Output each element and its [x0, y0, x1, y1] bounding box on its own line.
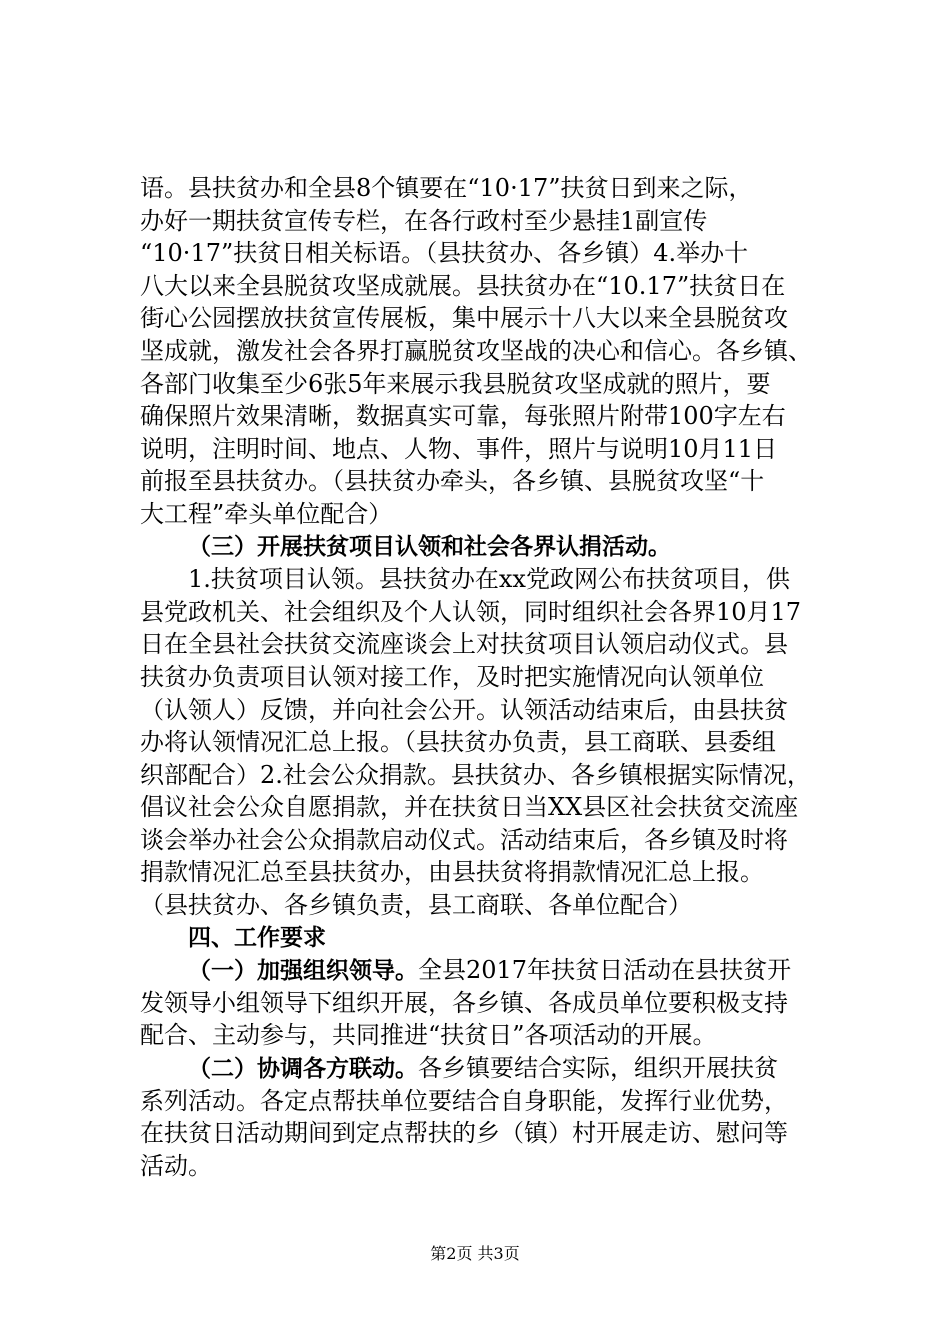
text-line: 发领导小组领导下组织开展，各乡镇、各成员单位要积极支持 — [140, 988, 788, 1017]
text-line: 活动。 — [140, 1151, 212, 1180]
text-line: 捐款情况汇总至县扶贫办，由县扶贫将捐款情况汇总上报。 — [140, 858, 764, 887]
text-line: 日在全县社会扶贫交流座谈会上对扶贫项目认领启动仪式。县 — [140, 630, 788, 659]
section-heading: （三）开展扶贫项目认领和社会各界认捐活动。 — [188, 533, 671, 560]
text-line: “10·17”扶贫日相关标语。（县扶贫办、各乡镇）4.举办十 — [140, 239, 749, 268]
text-line: 说明，注明时间、地点、人物、事件，照片与说明10月11日 — [140, 434, 778, 463]
text-line: 在扶贫日活动期间到定点帮扶的乡（镇）村开展走访、慰问等 — [140, 1119, 788, 1148]
text-line: 配合、主动参与，共同推进“扶贫日”各项活动的开展。 — [140, 1021, 717, 1050]
text-line: 确保照片效果清晰，数据真实可靠，每张照片附带100字左右 — [140, 402, 786, 431]
section-heading: 四、工作要求 — [188, 924, 326, 951]
text-line: 办好一期扶贫宣传专栏，在各行政村至少悬挂1副宣传 — [140, 206, 708, 235]
text-line: 语。县扶贫办和全县8个镇要在“10·17”扶贫日到来之际， — [140, 174, 753, 202]
document-body — [140, 172, 840, 1182]
text-line — [140, 954, 840, 987]
text-line: 办将认领情况汇总上报。（县扶贫办负责，县工商联、县委组 — [140, 728, 776, 757]
text-line: 倡议社会公众自愿捐款，并在扶贫日当XX县区社会扶贫交流座 — [140, 793, 799, 822]
text-line: 大工程”牵头单位配合） — [140, 499, 393, 528]
text-line: （认领人）反馈，并向社会公开。认领活动结束后，由县扶贫 — [140, 695, 788, 724]
text-line: 街心公园摆放扶贫宣传展板，集中展示十八大以来全县脱贫攻 — [140, 304, 788, 333]
text-line: （县扶贫办、各乡镇负责，县工商联、各单位配合） — [140, 891, 692, 920]
text-line: 织部配合）2.社会公众捐款。县扶贫办、各乡镇根据实际情况， — [140, 760, 811, 789]
text-line: 系列活动。各定点帮扶单位要结合自身职能，发挥行业优势， — [140, 1086, 788, 1115]
text-line — [140, 1052, 840, 1085]
text-line: 谈会举办社会公众捐款启动仪式。活动结束后，各乡镇及时将 — [140, 825, 788, 854]
text-line: 各部门收集至少6张5年来展示我县脱贫攻坚成就的照片，要 — [140, 369, 771, 398]
inline-text: 各乡镇要结合实际，组织开展扶贫 — [418, 1054, 778, 1083]
text-line: 1.扶贫项目认领。县扶贫办在xx党政网公布扶贫项目，供 — [188, 565, 790, 594]
inline-heading: （二）协调各方联动。 — [188, 1056, 418, 1083]
inline-text: 全县2017年扶贫日活动在县扶贫开 — [418, 956, 792, 985]
inline-heading: （一）加强组织领导。 — [188, 958, 418, 985]
text-line: 扶贫办负责项目认领对接工作，及时把实施情况向认领单位 — [140, 662, 764, 691]
text-line: 县党政机关、社会组织及个人认领，同时组织社会各界10月17 — [140, 597, 802, 626]
text-line: 前报至县扶贫办。（县扶贫办牵头，各乡镇、县脱贫攻坚“十 — [140, 467, 765, 496]
page-footer: 第2页 共3页 — [430, 1244, 520, 1263]
text-line: 坚成就，激发社会各界打赢脱贫攻坚战的决心和信心。各乡镇、 — [140, 336, 812, 365]
text-line: 八大以来全县脱贫攻坚成就展。县扶贫办在“10.17”扶贫日在 — [140, 271, 786, 300]
